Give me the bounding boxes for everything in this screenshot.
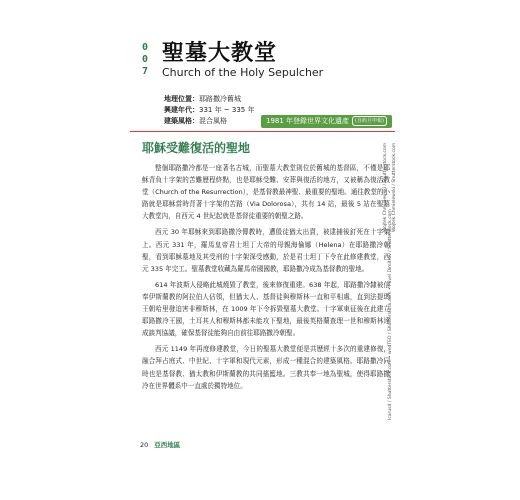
paragraph: 整個耶路撒冷都是一座著名古城，而聖墓大教堂則位於舊城的基督區，不僅是耶穌背負十字架的苦難歷程終點，也是耶穌受難、安葬與復活的地方，又被稱為復活教堂（Church of the Resurrection），是基督教最神聖、最重要的聖地。通往教堂的小路就是耶穌當時背著十字架的苦路（Via Dolorosa），共有 14 站，最後 5 站在聖墓大教堂內，自西元 4 世紀起就是基督徒重要的朝聖之路。 <box>142 164 390 221</box>
info-style-label: 建築風格： <box>164 117 199 125</box>
heritage-badge <box>261 115 392 128</box>
section-title: 耶穌受難復活的聖地 <box>142 141 251 155</box>
entry-number-digit: 0 <box>141 42 149 53</box>
paragraph: 614 年波斯人侵略此城燒毀了教堂，後來修復重建。638 年起，耶路撒冷隸被信奉伊斯蘭教的阿拉伯人佔領，但猶太人、基督徒與穆斯林一直和平相處，直到法提瑪王朝哈里發迫害非穆斯林，在 1009 年下令拆毀聖墓大教堂。十字軍東征後在此建立耶路撒冷王國，土耳其人和穆斯林都未能攻下聖地，最後英格蘭查理一世和穆斯林達成談判協議，確保基督徒能夠自由前往耶路撒冷朝聖。 <box>142 280 390 338</box>
entry-number-digit: 0 <box>141 54 149 65</box>
info-location <box>164 94 255 105</box>
body-text <box>142 162 390 396</box>
info-block <box>164 94 255 127</box>
info-period <box>164 105 255 116</box>
paragraph: 西元 1149 年再度修建教堂，今日的聖墓大教堂便是共歷經十多次的重建修復，融合拜占庭式、中世紀、十字軍和現代元素，形成一種混合的建築風格。耶路撒冷同時也是基督教、猶太教和伊斯蘭教的共同搖籃地。三教共奉一地為聖城，使得耶路撒冷在世界體系中一直處於獨特地位。 <box>142 345 390 390</box>
entry-number-digit: 7 <box>141 66 149 77</box>
page-footer <box>140 440 180 449</box>
info-style-value: 混合風格 <box>199 117 227 125</box>
entry-number <box>140 42 150 78</box>
heritage-badge-note: (自約旦申報) <box>352 116 387 126</box>
info-location-label: 地理位置： <box>164 95 199 103</box>
page-title: 聖墓大教堂 <box>162 41 278 66</box>
page-subtitle-english: Church of the Holy Sepulcher <box>162 66 324 79</box>
photo-credit: Icarus4 / Shutterstock.com • wedTEO / Shutterstock.com • Pavel Dimitrov / Shutterstock.com <box>388 209 393 420</box>
footer-region: 亞西地區 <box>154 441 181 449</box>
heritage-badge-text: 1981 年登錄世界文化遺產 <box>266 117 350 125</box>
photo-credit: Wojtek Chmielewski / Shutterstock.com <box>383 142 388 232</box>
info-period-label: 興建年代： <box>164 106 199 114</box>
info-period-value: 331 年 ~ 335 年 <box>199 106 255 114</box>
photo-credit: Wojtek Chmielewski / Shutterstock.com <box>392 142 397 232</box>
info-location-value: 耶路撒冷舊城 <box>199 95 241 103</box>
info-style <box>164 116 255 127</box>
page-number: 20 <box>140 441 149 449</box>
section-divider <box>130 131 395 132</box>
paragraph: 西元 30 年耶穌來到耶路撒冷傳教時，遭殷徒猶太出賣，被逮捕後釘死在十字架上。西元 331 年，羅馬皇帝君士坦丁大帝的母親海倫娜（Helena）在耶路撒冷朝聖，看到耶穌墓地及其受刑的十字架深受感動，於是君士坦丁下令在此修建教堂，西元 335 年完工。聖墓教堂收藏為羅馬帝國國教，耶路撒冷成為基督教的聖地。 <box>142 228 390 273</box>
